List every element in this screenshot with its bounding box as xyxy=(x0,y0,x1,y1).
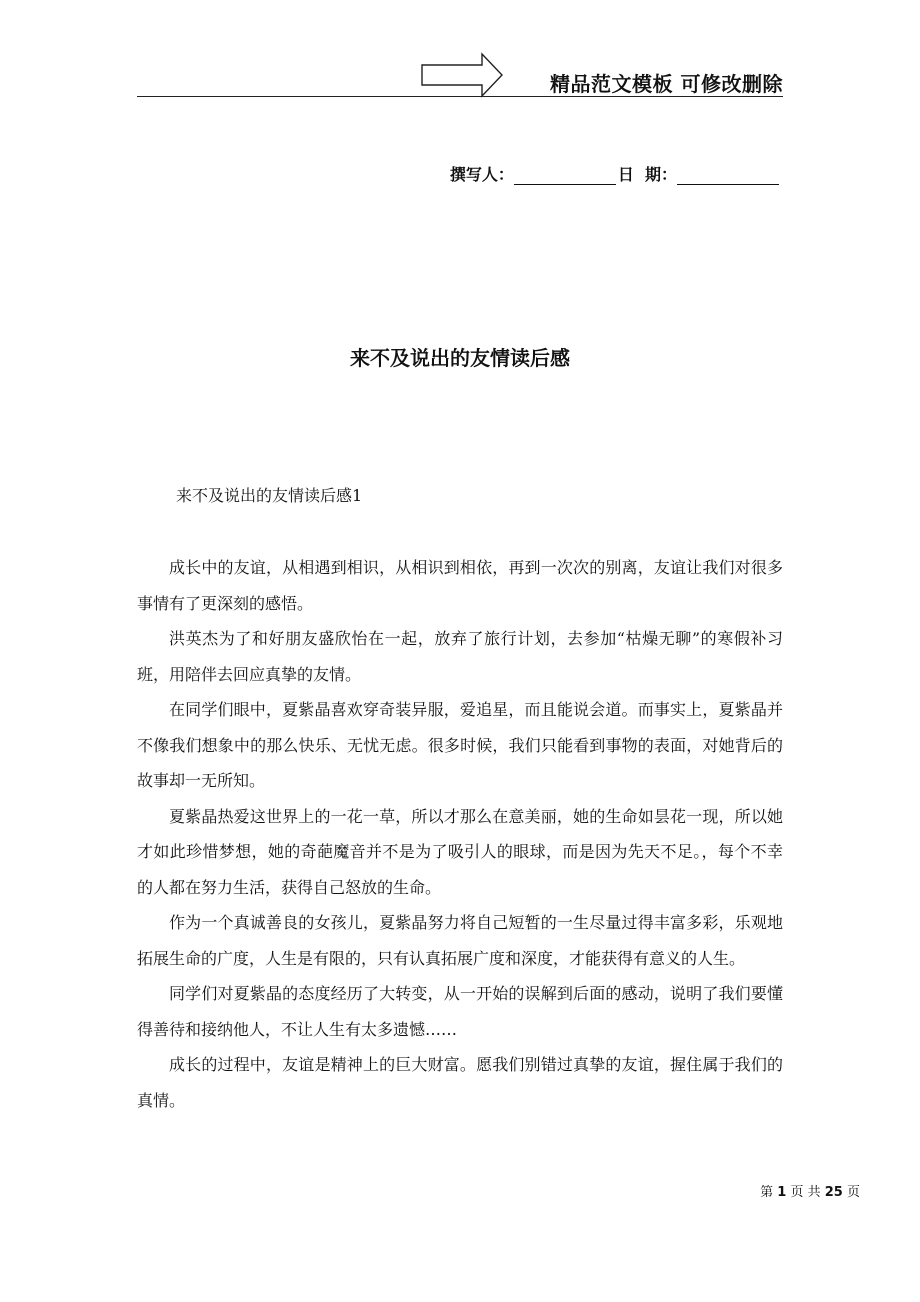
footer-suffix: 页 xyxy=(846,1185,860,1200)
total-page-count: 25 xyxy=(824,1185,843,1200)
current-page-number: 1 xyxy=(777,1185,787,1200)
paragraph: 夏紫晶热爱这世界上的一花一草，所以才那么在意美丽，她的生命如昙花一现，所以她才如此珍惜梦想，她的奇葩魔音并不是为了吸引人的眼球，而是因为先天不足。，每个不幸的人都在努力生活，获得自己怒放的生命。 xyxy=(137,806,783,897)
paragraph: 成长中的友谊，从相遇到相识，从相识到相依，再到一次次的别离，友谊让我们对很多事情有了更深刻的感悟。 xyxy=(137,558,783,613)
paragraph: 同学们对夏紫晶的态度经历了大转变，从一开始的误解到后面的感动，说明了我们要懂得善待和接纳他人，不让人生有太多遗憾…… xyxy=(137,984,783,1039)
date-label: 日 期： xyxy=(617,165,677,184)
paragraph: 成长的过程中，友谊是精神上的巨大财富。愿我们别错过真挚的友谊，握住属于我们的真情。 xyxy=(137,1055,783,1110)
footer-middle: 页 共 xyxy=(790,1185,821,1200)
body-text xyxy=(137,550,783,1118)
paragraph: 洪英杰为了和好朋友盛欣怡在一起，放弃了旅行计划，去参加“枯燥无聊”的寒假补习班，用陪伴去回应真挚的友情。 xyxy=(137,629,783,684)
header-divider xyxy=(137,96,783,97)
paragraph: 在同学们眼中，夏紫晶喜欢穿奇装异服，爱追星，而且能说会道。而事实上，夏紫晶并不像我们想象中的那么快乐、无忧无虑。很多时候，我们只能看到事物的表面，对她背后的故事却一无所知。 xyxy=(137,700,783,790)
author-date-line xyxy=(450,162,781,185)
author-blank xyxy=(514,166,616,185)
date-blank xyxy=(677,166,779,185)
header-title: 精品范文模板 可修改删除 xyxy=(550,72,783,96)
author-label: 撰写人： xyxy=(449,165,514,184)
arrow-right-outline-icon xyxy=(420,52,504,98)
document-title: 来不及说出的友情读后感 xyxy=(350,346,570,370)
page-footer xyxy=(760,1181,860,1200)
section-heading: 来不及说出的友情读后感1 xyxy=(176,486,363,505)
paragraph: 作为一个真诚善良的女孩儿，夏紫晶努力将自己短暂的一生尽量过得丰富多彩，乐观地拓展生命的广度，人生是有限的，只有认真拓展广度和深度，才能获得有意义的人生。 xyxy=(137,913,783,968)
footer-prefix: 第 xyxy=(760,1185,774,1200)
